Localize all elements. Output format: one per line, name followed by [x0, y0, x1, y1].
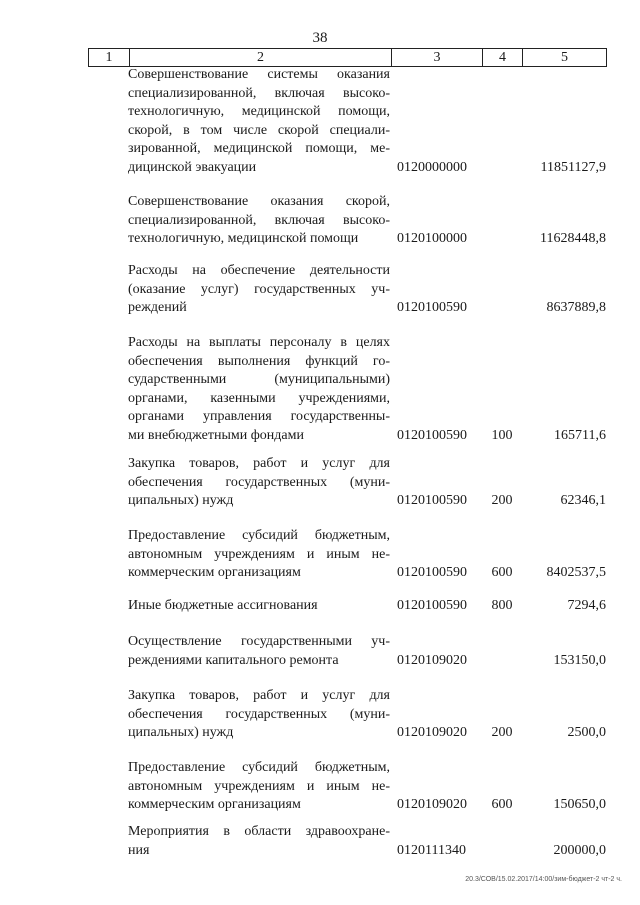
row-description [128, 527, 390, 583]
row-description [128, 262, 390, 318]
header-col-4: 4 [483, 49, 523, 66]
row-expense-type: 800 [491, 598, 513, 613]
row-amount: 200000,0 [553, 842, 606, 858]
row-amount: 153150,0 [553, 652, 606, 668]
row-code: 0120109020 [397, 652, 467, 668]
row-expense-type: 600 [491, 565, 513, 580]
description-line: Предоставление субсидий бюджетным, [128, 528, 390, 543]
row-expense-type: 200 [491, 725, 513, 740]
row-description [128, 597, 390, 616]
row-description [128, 633, 390, 670]
row-description [128, 334, 390, 445]
description-line: технологичную, медицинской помощи, [128, 104, 390, 119]
description-line: зированной, медицинской помощи, ме- [128, 141, 390, 156]
description-line: обеспечения государственных (муни- [128, 474, 390, 490]
row-code: 0120100590 [397, 427, 467, 443]
row-code: 0120100000 [397, 231, 467, 246]
header-col-1: 1 [89, 49, 130, 66]
row-amount: 11628448,8 [540, 231, 606, 246]
row-description [128, 455, 390, 511]
description-line: реждений [128, 300, 187, 315]
description-line: сударственными (муниципальными) [128, 372, 390, 387]
header-col-5: 5 [523, 49, 607, 66]
page-number: 38 [312, 30, 328, 46]
description-line: технологичную, медицинской помощи [128, 231, 359, 246]
description-line: (оказание услуг) государственных уч- [128, 281, 390, 297]
description-line: коммерческим организациям [128, 565, 301, 580]
description-line: Мероприятия в области здравоохране- [128, 824, 390, 839]
row-amount: 62346,1 [560, 493, 606, 508]
row-expense-type: 600 [491, 797, 513, 812]
description-line: органами, казенными учреждениями, [128, 390, 390, 406]
description-line: Осуществление государственными уч- [128, 634, 390, 649]
description-line: Закупка товаров, работ и услуг для [128, 456, 390, 471]
row-description [128, 823, 390, 860]
description-line: ния [128, 842, 150, 858]
row-code: 0120000000 [397, 159, 467, 175]
description-line: органами управления государственны- [128, 409, 390, 424]
description-line: Расходы на выплаты персоналу в целях [128, 335, 390, 350]
row-description [128, 193, 390, 249]
description-line: ципальных) нужд [128, 493, 234, 508]
description-line: обеспечения государственных (муни- [128, 706, 390, 722]
row-code: 0120111340 [397, 842, 466, 858]
description-line: Иные бюджетные ассигнования [128, 598, 318, 613]
row-description [128, 66, 390, 177]
row-code: 0120100590 [397, 598, 467, 613]
row-description [128, 759, 390, 815]
row-code: 0120109020 [397, 725, 467, 740]
row-amount: 7294,6 [567, 598, 606, 613]
row-expense-type: 200 [491, 493, 513, 508]
row-amount: 8637889,8 [546, 300, 606, 315]
row-code: 0120109020 [397, 797, 467, 812]
description-line: Предоставление субсидий бюджетным, [128, 760, 390, 775]
description-line: ципальных) нужд [128, 725, 234, 740]
description-line: Закупка товаров, работ и услуг для [128, 688, 390, 703]
table-header [88, 48, 607, 67]
description-line: автономным учреждениям и иным не- [128, 778, 390, 794]
description-line: обеспечения выполнения функций го- [128, 353, 390, 369]
header-col-2: 2 [130, 49, 392, 66]
row-amount: 8402537,5 [546, 565, 606, 580]
description-line: реждениями капитального ремонта [128, 652, 339, 668]
description-line: Совершенствование системы оказания [128, 67, 390, 82]
footer-note: 20.3/СОВ/15.02.2017/14:00/зим-бюджет-2 чт-2 ч. [465, 876, 622, 883]
description-line: скорой, в том числе скорой специали- [128, 122, 390, 138]
description-line: коммерческим организациям [128, 797, 301, 812]
description-line: специализированной, включая высоко- [128, 212, 390, 228]
row-expense-type: 100 [491, 427, 513, 443]
row-code: 0120100590 [397, 565, 467, 580]
description-line: специализированной, включая высоко- [128, 85, 390, 101]
row-amount: 11851127,9 [540, 159, 606, 175]
row-amount: 2500,0 [567, 725, 606, 740]
description-line: ми внебюджетными фондами [128, 427, 304, 443]
row-amount: 150650,0 [553, 797, 606, 812]
row-amount: 165711,6 [554, 427, 606, 443]
row-code: 0120100590 [397, 493, 467, 508]
row-description [128, 687, 390, 743]
description-line: дицинской эвакуации [128, 159, 257, 175]
description-line: автономным учреждениям и иным не- [128, 546, 390, 562]
description-line: Совершенствование оказания скорой, [128, 194, 390, 209]
description-line: Расходы на обеспечение деятельности [128, 263, 390, 278]
header-col-3: 3 [392, 49, 483, 66]
row-code: 0120100590 [397, 300, 467, 315]
